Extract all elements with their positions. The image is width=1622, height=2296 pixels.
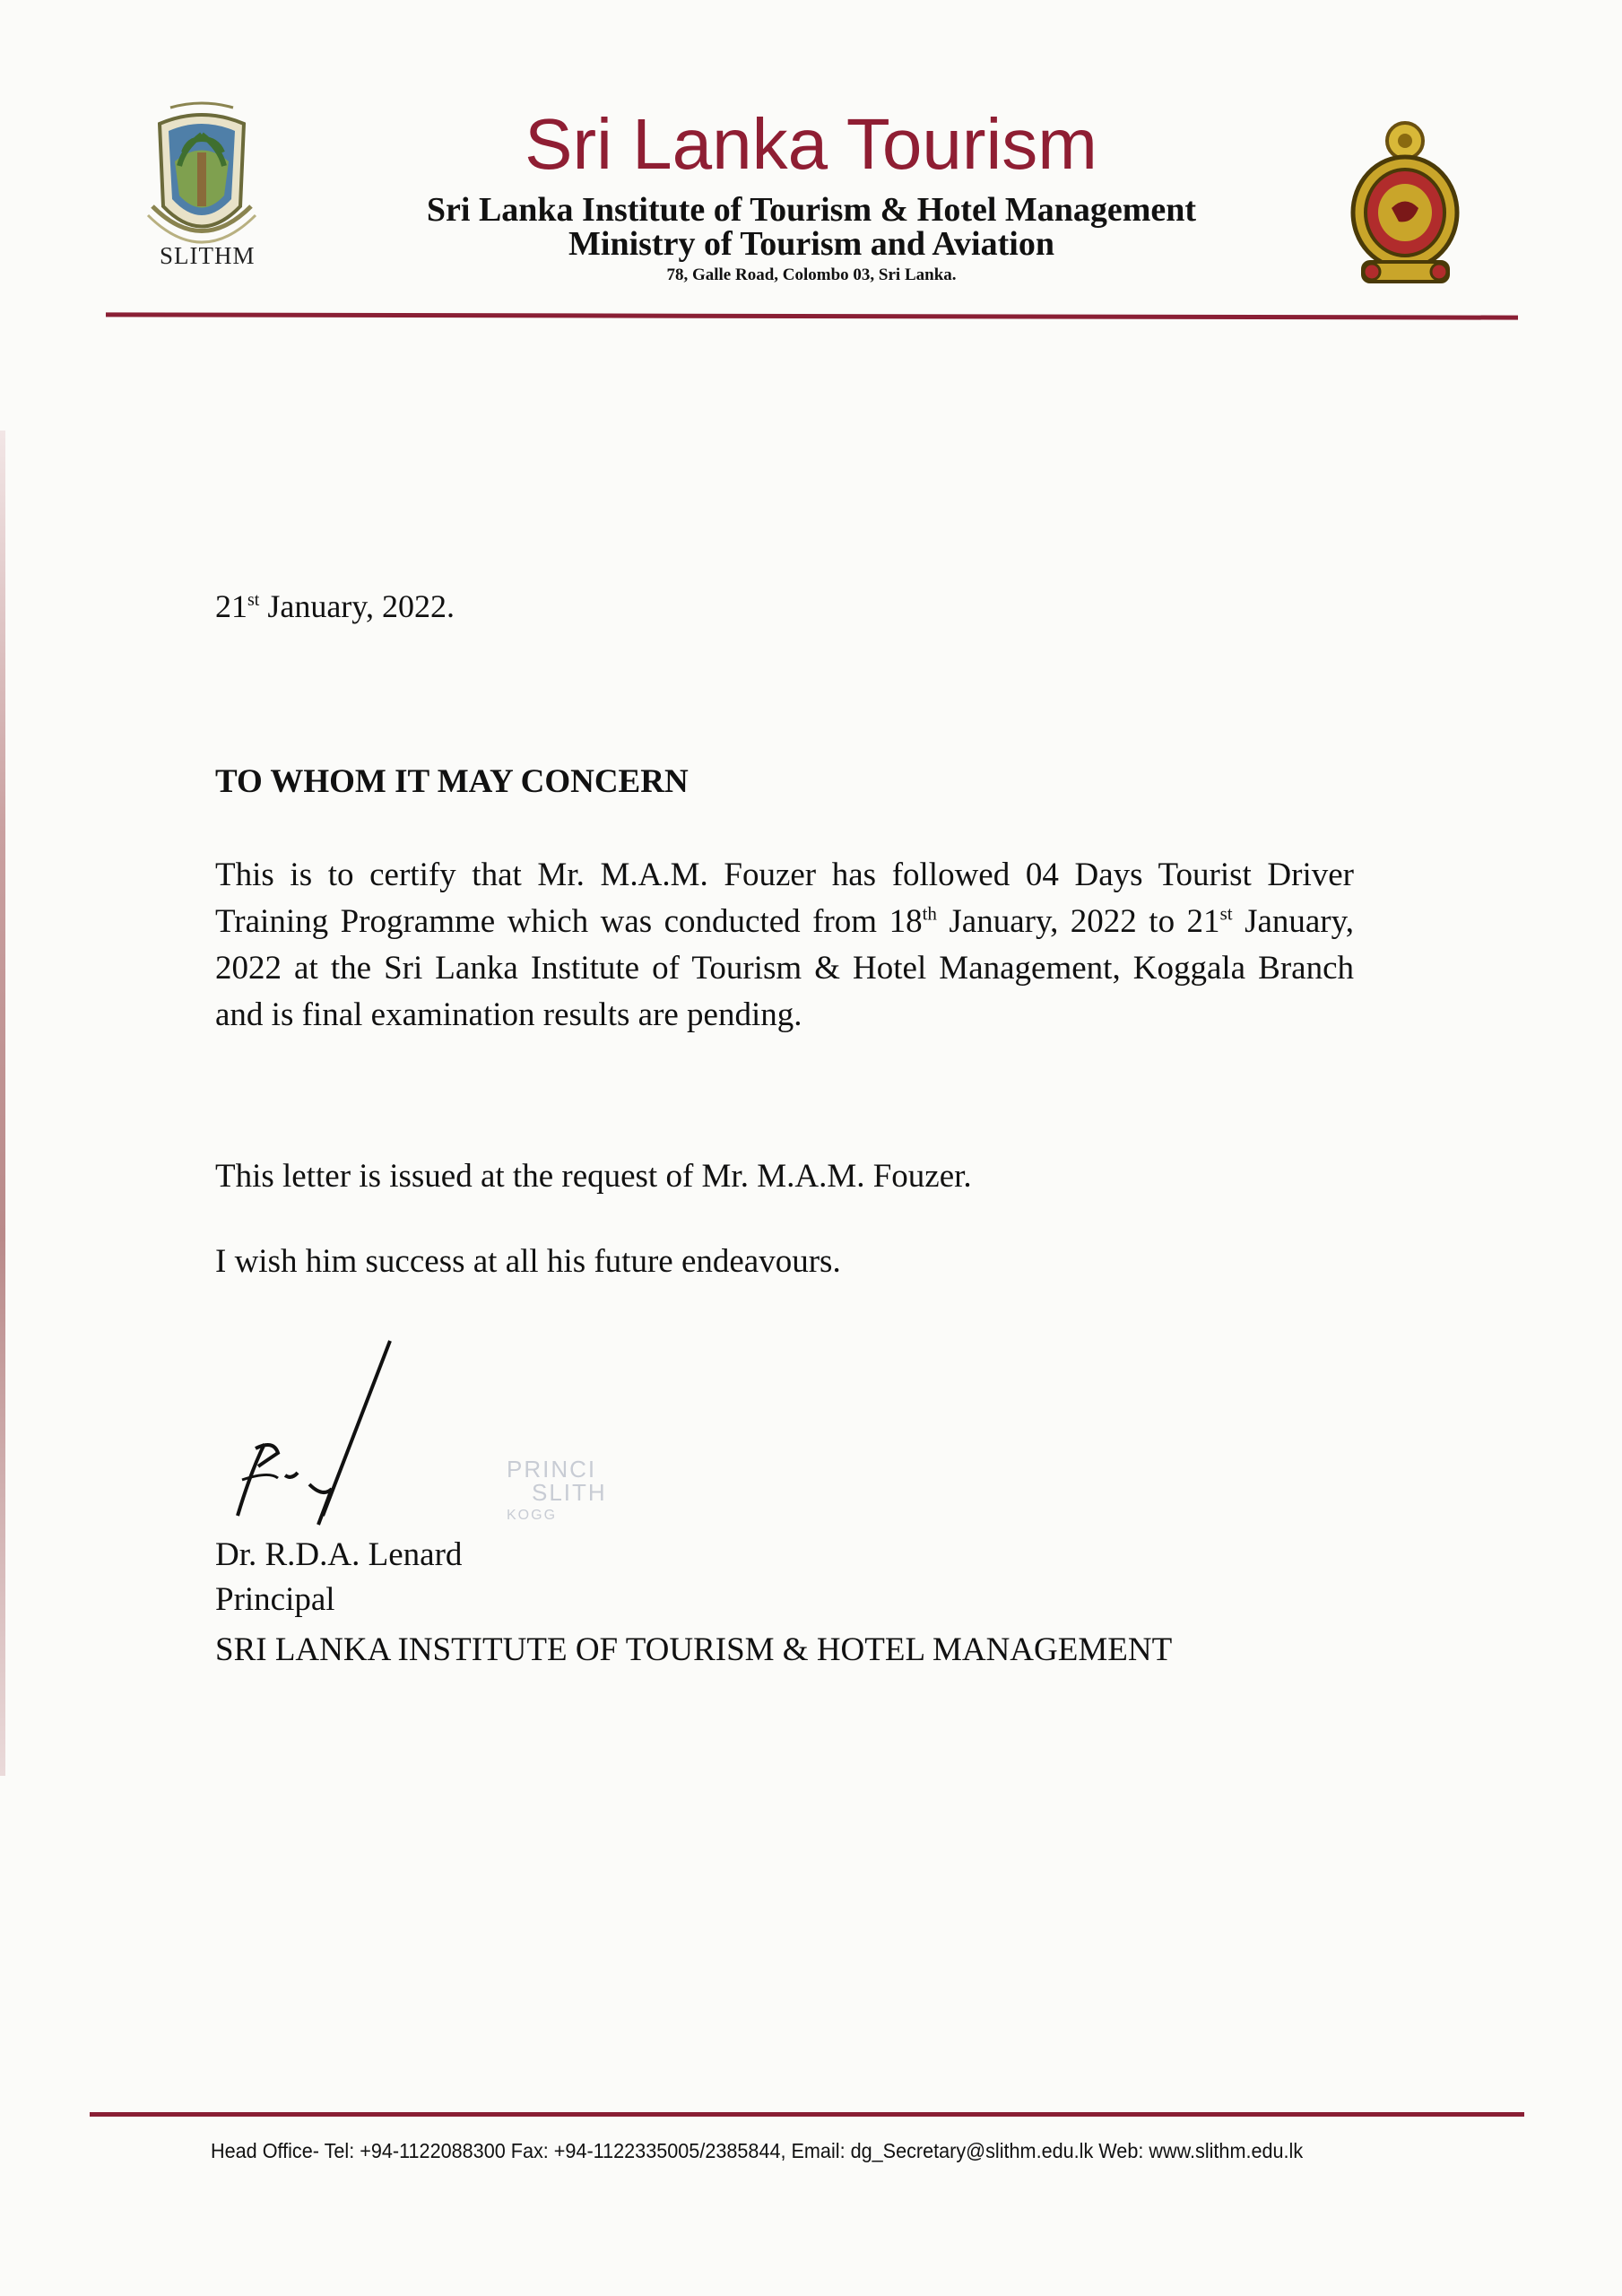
signatory-organization: SRI LANKA INSTITUTE OF TOURISM & HOTEL MANAGEMENT	[215, 1631, 1173, 1668]
para1-sup-1: th	[922, 902, 937, 925]
page-edge-shadow	[0, 430, 5, 1776]
official-stamp	[507, 1457, 641, 1527]
para1-part-b: January, 2022 to 21	[936, 903, 1220, 940]
handwritten-signature	[215, 1336, 421, 1534]
certification-paragraph	[215, 852, 1354, 1039]
date-rest: January, 2022.	[259, 588, 455, 624]
institute-address: 78, Galle Road, Colombo 03, Sri Lanka.	[666, 265, 957, 284]
letter-date	[215, 587, 455, 625]
date-suffix: st	[247, 590, 260, 610]
letter-heading: TO WHOM IT MAY CONCERN	[215, 763, 689, 800]
footer-contact: Head Office- Tel: +94-1122088300 Fax: +94-1122335005/2385844, Email: dg_Secretary@slithm.edu.lk Web: www.slithm.edu.lk	[211, 2139, 1304, 2162]
stamp-line-3: KOGG	[507, 1508, 558, 1523]
ministry-name: Ministry of Tourism and Aviation	[568, 225, 1054, 263]
sri-lanka-emblem-icon	[1345, 118, 1466, 293]
institute-name: Sri Lanka Institute of Tourism & Hotel Management	[426, 191, 1197, 229]
para1-part-a: This is to certify that Mr. M.A.M. Fouzer has followed 04 Days Tourist Driver Training Programme which was conducted from 18	[215, 857, 1354, 940]
header-divider	[106, 312, 1518, 319]
para1-sup-2: st	[1219, 902, 1233, 925]
wishes-paragraph: I wish him success at all his future endeavours.	[215, 1243, 841, 1280]
footer-divider	[90, 2112, 1524, 2117]
slithm-logo-label: SLITHM	[160, 242, 256, 269]
date-day: 21	[215, 588, 247, 624]
header-title-text: Sri Lanka Tourism	[525, 104, 1097, 184]
signatory-title: Principal	[215, 1581, 335, 1618]
signatory-name: Dr. R.D.A. Lenard	[215, 1536, 463, 1573]
stamp-line-1: PRINCI	[507, 1456, 597, 1483]
stamp-line-2: SLITH	[532, 1479, 607, 1506]
para1-part-c: January, 2022 at the Sri Lanka Institute of Tourism & Hotel Management, Koggala Branch and is final examination results are pending.	[215, 903, 1354, 1033]
request-paragraph: This letter is issued at the request of Mr. M.A.M. Fouzer.	[215, 1158, 972, 1195]
